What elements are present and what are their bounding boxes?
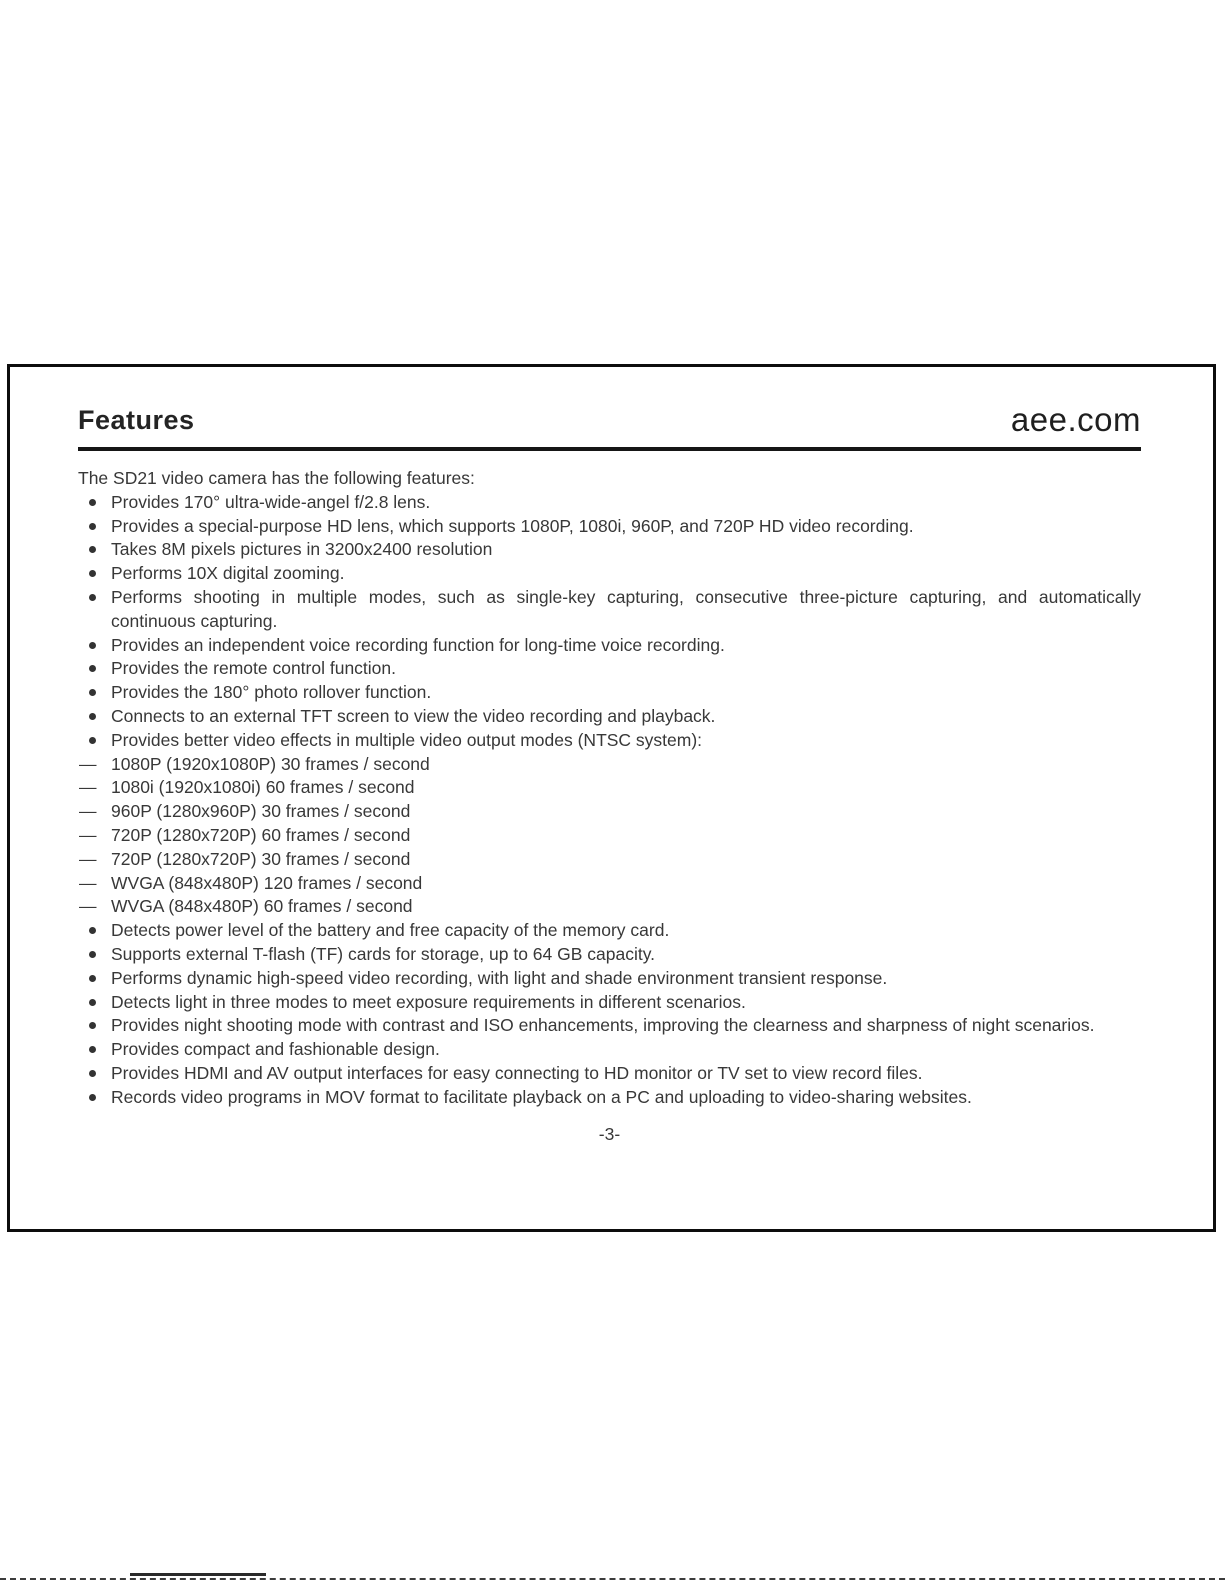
feature-text: Provides the remote control function. bbox=[111, 658, 397, 679]
bullet-dot bbox=[89, 523, 96, 530]
feature-text: Provides compact and fashionable design. bbox=[111, 1039, 440, 1060]
feature-item bbox=[78, 562, 1141, 586]
feature-text: Takes 8M pixels pictures in 3200x2400 resolution bbox=[111, 539, 493, 560]
page-number: -3- bbox=[598, 1123, 621, 1144]
bullet-dot bbox=[89, 1046, 96, 1053]
feature-text: 1080P (1920x1080P) 30 frames / second bbox=[111, 753, 430, 774]
feature-item bbox=[78, 800, 1141, 824]
feature-item bbox=[78, 943, 1141, 967]
feature-item bbox=[78, 657, 1141, 681]
dash-icon: — bbox=[79, 848, 97, 869]
bullet-dot bbox=[89, 1070, 96, 1077]
feature-text: 960P (1280x960P) 30 frames / second bbox=[111, 801, 411, 822]
feature-text: 720P (1280x720P) 60 frames / second bbox=[111, 824, 411, 845]
feature-text: Supports external T-flash (TF) cards for storage, up to 64 GB capacity. bbox=[111, 943, 656, 964]
feature-text: Detects light in three modes to meet exposure requirements in different scenarios. bbox=[111, 991, 746, 1012]
feature-text: Connects to an external TFT screen to view the video recording and playback. bbox=[111, 705, 716, 726]
page-title: Features bbox=[78, 405, 195, 435]
feature-item bbox=[78, 895, 1141, 919]
scan-artifact-dashed-line bbox=[0, 1578, 1225, 1580]
features-list bbox=[78, 491, 1141, 1110]
feature-text: Provides an independent voice recording function for long-time voice recording. bbox=[111, 634, 725, 655]
intro-text: The SD21 video camera has the following features: bbox=[78, 468, 475, 488]
dash-icon: — bbox=[79, 753, 97, 774]
feature-item bbox=[78, 634, 1141, 658]
content-border-box bbox=[7, 364, 1216, 1232]
dash-icon: — bbox=[79, 896, 97, 917]
feature-text: Records video programs in MOV format to facilitate playback on a PC and uploading to video-sharing websites. bbox=[111, 1086, 972, 1107]
feature-text: Provides the 180° photo rollover function. bbox=[111, 682, 432, 703]
feature-item bbox=[78, 705, 1141, 729]
feature-item bbox=[78, 919, 1141, 943]
bullet-dot bbox=[89, 713, 96, 720]
bullet-dot bbox=[89, 570, 96, 577]
feature-item bbox=[78, 538, 1141, 562]
feature-item bbox=[78, 872, 1141, 896]
feature-item bbox=[78, 776, 1141, 800]
bullet-dot bbox=[89, 1022, 96, 1029]
feature-text: Provides HDMI and AV output interfaces for easy connecting to HD monitor or TV set to view record files. bbox=[111, 1062, 923, 1083]
feature-item bbox=[78, 753, 1141, 777]
feature-text: WVGA (848x480P) 60 frames / second bbox=[111, 896, 413, 917]
bullet-dot bbox=[89, 689, 96, 696]
feature-item bbox=[78, 586, 1141, 634]
feature-text: Provides better video effects in multiple video output modes (NTSC system): bbox=[111, 729, 703, 750]
page-header bbox=[78, 403, 1141, 436]
feature-item bbox=[78, 848, 1141, 872]
scan-artifact-underline bbox=[130, 1573, 266, 1576]
bullet-dot bbox=[89, 546, 96, 553]
feature-item bbox=[78, 1062, 1141, 1086]
bullet-dot bbox=[89, 1094, 96, 1101]
bullet-dot bbox=[89, 951, 96, 958]
feature-text: Performs 10X digital zooming. bbox=[111, 563, 345, 584]
feature-text: 720P (1280x720P) 30 frames / second bbox=[111, 848, 411, 869]
feature-text: Provides 170° ultra-wide-angel f/2.8 lens. bbox=[111, 491, 431, 512]
feature-text: Performs dynamic high-speed video recording, with light and shade environment transient response. bbox=[111, 967, 888, 988]
feature-item bbox=[78, 729, 1141, 753]
dash-icon: — bbox=[79, 872, 97, 893]
feature-text: Detects power level of the battery and free capacity of the memory card. bbox=[111, 920, 670, 941]
feature-text: Performs shooting in multiple modes, such as single-key capturing, consecutive three-picture capturing, and automatically continuous capturing. bbox=[111, 586, 1141, 631]
bullet-dot bbox=[89, 927, 96, 934]
feature-item bbox=[78, 1038, 1141, 1062]
feature-item bbox=[78, 1086, 1141, 1110]
feature-text: 1080i (1920x1080i) 60 frames / second bbox=[111, 777, 415, 798]
bullet-dot bbox=[89, 737, 96, 744]
feature-item bbox=[78, 1014, 1141, 1038]
feature-item bbox=[78, 991, 1141, 1015]
feature-item bbox=[78, 967, 1141, 991]
dash-icon: — bbox=[79, 824, 97, 845]
feature-item bbox=[78, 681, 1141, 705]
dash-icon: — bbox=[79, 777, 97, 798]
bullet-dot bbox=[89, 499, 96, 506]
bullet-dot bbox=[89, 999, 96, 1006]
feature-text: WVGA (848x480P) 120 frames / second bbox=[111, 872, 423, 893]
bullet-dot bbox=[89, 594, 96, 601]
feature-text: Provides night shooting mode with contrast and ISO enhancements, improving the clearness and sharpness of night scenarios. bbox=[111, 1015, 1095, 1036]
feature-item bbox=[78, 515, 1141, 539]
bullet-dot bbox=[89, 975, 96, 982]
feature-item bbox=[78, 824, 1141, 848]
brand-logo: aee.com bbox=[1010, 401, 1141, 438]
feature-item bbox=[78, 491, 1141, 515]
dash-icon: — bbox=[79, 801, 97, 822]
bullet-dot bbox=[89, 665, 96, 672]
feature-text: Provides a special-purpose HD lens, which supports 1080P, 1080i, 960P, and 720P HD video recording. bbox=[111, 515, 914, 536]
bullet-dot bbox=[89, 642, 96, 649]
header-divider bbox=[78, 447, 1141, 451]
